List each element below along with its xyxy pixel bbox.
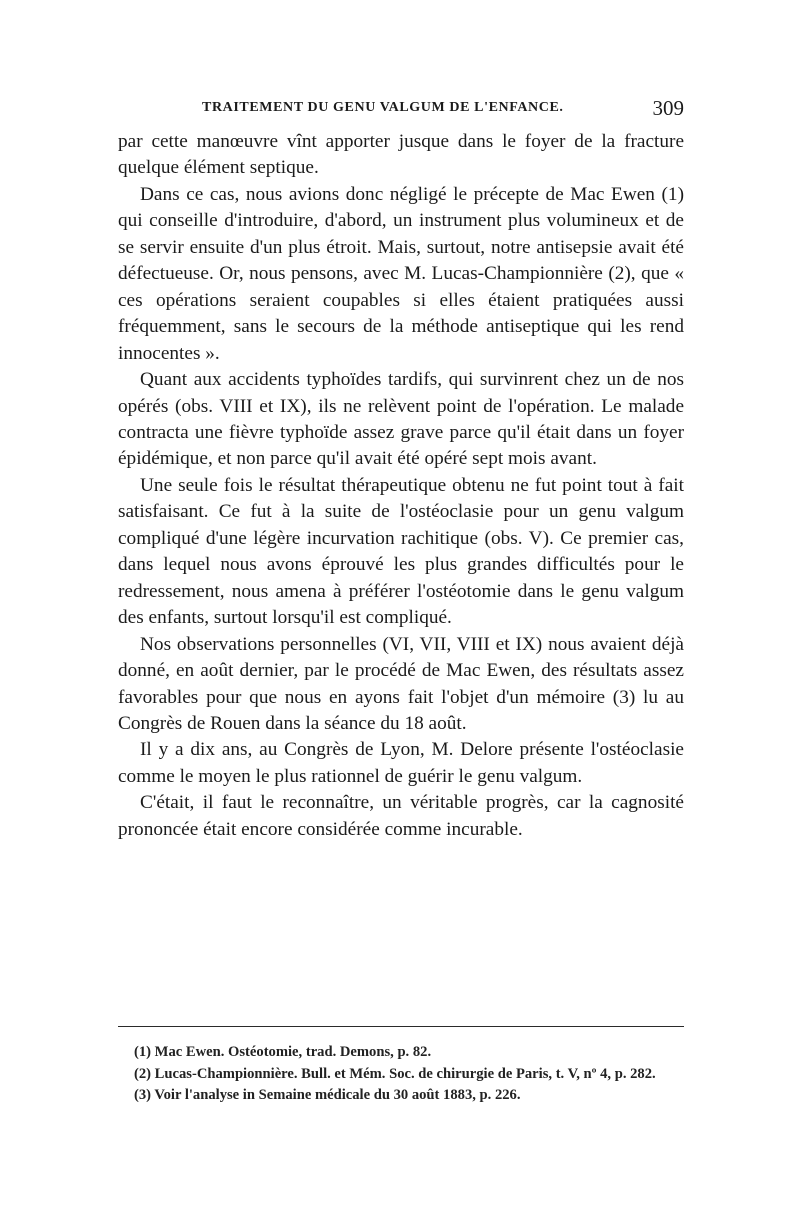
paragraph: C'était, il faut le reconnaître, un véritable progrès, car la cagnosité prononcée était encore considérée comme incurable. — [118, 792, 684, 840]
paragraph: Dans ce cas, nous avions donc négligé le précepte de Mac Ewen (1) qui conseille d'introduire, d'abord, un instrument plus volumineux et de se servir ensuite d'un plus étroit. Mais, surtout, notre antisepsie avait été défectueuse. Or, nous pensons, avec M. Lucas-Championnière (2), que « ces opérations seraient coupables si elles étaient pratiquées aussi fréquemment, sans le secours de la méthode antiseptique qui les rend innocentes ». — [118, 183, 684, 364]
body-text — [118, 129, 684, 843]
paragraph: par cette manœuvre vînt apporter jusque dans le foyer de la fracture quelque élément septique. — [118, 131, 684, 179]
footnote: (2) Lucas-Championnière. Bull. et Mém. Soc. de chirurgie de Paris, t. V, nº 4, p. 282. — [134, 1065, 656, 1082]
footnote-divider — [118, 1026, 684, 1027]
page-number: 309 — [652, 96, 684, 120]
running-title: TRAITEMENT DU GENU VALGUM DE L'ENFANCE. — [202, 100, 564, 115]
paragraph: Une seule fois le résultat thérapeutique obtenu ne fut point tout à fait satisfaisant. Ce fut à la suite de l'ostéoclasie pour un genu valgum compliqué d'une légère incurvation rachitique (obs. V). Ce premier cas, dans lequel nous avons éprouvé les plus grandes difficultés pour le redressement, nous amena à préférer l'ostéotomie dans le genu valgum des enfants, surtout lorsqu'il est compliqué. — [118, 474, 684, 629]
footnotes — [118, 1042, 684, 1107]
paragraph: Nos observations personnelles (VI, VII, VIII et IX) nous avaient déjà donné, en août dernier, par le procédé de Mac Ewen, des résultats assez favorables pour que nous en ayons fait l'objet d'un mémoire (3) lu au Congrès de Rouen dans la séance du 18 août. — [118, 633, 684, 734]
page-header — [118, 96, 684, 126]
footnote: (1) Mac Ewen. Ostéotomie, trad. Demons, p. 82. — [134, 1044, 432, 1060]
paragraph: Il y a dix ans, au Congrès de Lyon, M. Delore présente l'ostéoclasie comme le moyen le plus rationnel de guérir le genu valgum. — [118, 739, 684, 787]
footnote: (3) Voir l'analyse in Semaine médicale du 30 août 1883, p. 226. — [134, 1087, 521, 1103]
paragraph: Quant aux accidents typhoïdes tardifs, qui survinrent chez un de nos opérés (obs. VIII et IX), ils ne relèvent point de l'opération. Le malade contracta une fièvre typhoïde assez grave parce qu'il était dans un foyer épidémique, et non parce qu'il avait été opéré sept mois avant. — [118, 369, 684, 470]
